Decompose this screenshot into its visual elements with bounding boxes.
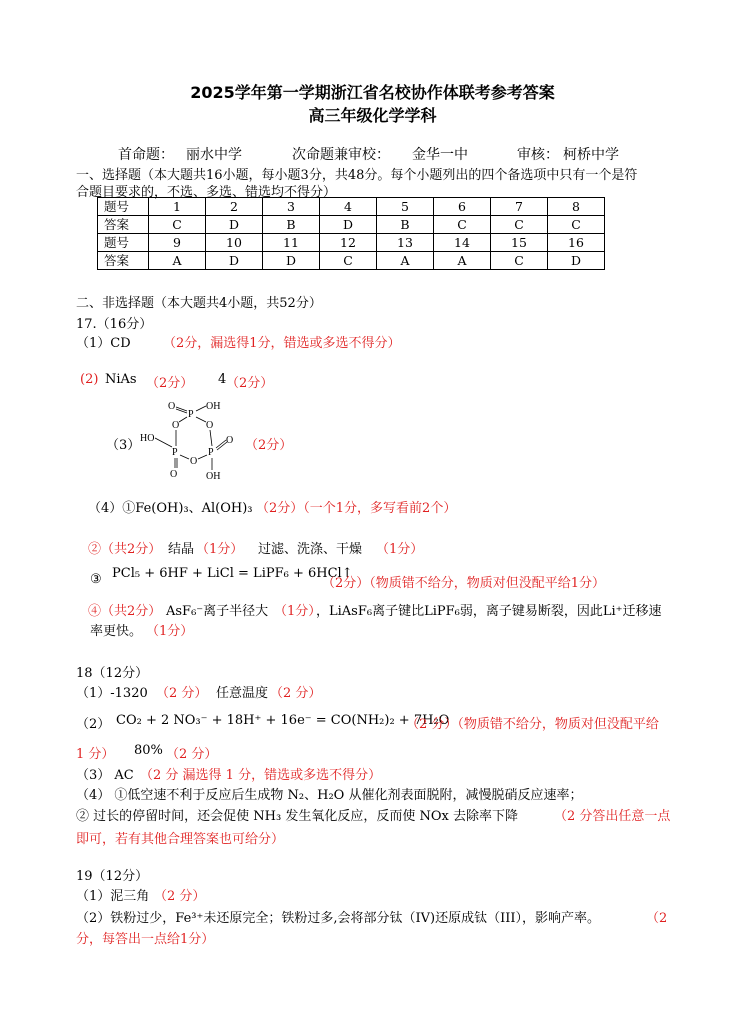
reviewer2-school: 柯桥中学 bbox=[563, 147, 619, 163]
mol-o4: O bbox=[190, 456, 198, 467]
answer-table-row-label: 题号 bbox=[98, 198, 149, 216]
mol-p2: P bbox=[172, 447, 178, 458]
answer-table-cell: C bbox=[491, 216, 548, 234]
answer-table-cell: 11 bbox=[263, 234, 320, 252]
q18-p4-scoring-cont: 即可，若有其他合理答案也可给分） bbox=[76, 832, 285, 847]
answer-table-cell: 8 bbox=[548, 198, 605, 216]
q17-p4c-scoring: （2分）（物质错不给分，物质对但没配平给1分） bbox=[322, 576, 606, 591]
q18-p4-scoring: （2 分答出任意一点 bbox=[554, 809, 671, 824]
answer-table-cell: D bbox=[206, 252, 263, 270]
mol-p3: P bbox=[208, 447, 214, 458]
q19-p2-score: （2 bbox=[646, 911, 668, 926]
mol-o2: O bbox=[172, 420, 180, 431]
answer-table-cell: 1 bbox=[149, 198, 206, 216]
section1-heading-line2: 合题目要求的，不选、多选、错选均不得分） bbox=[76, 185, 337, 200]
q19-p2-score-cont: 分，每答出一点给1分） bbox=[76, 932, 215, 947]
q17-p4d-score2: （1分） bbox=[146, 624, 194, 639]
answer-table-cell: 5 bbox=[377, 198, 434, 216]
answer-table-cell: D bbox=[206, 216, 263, 234]
answer-table-cell: B bbox=[377, 216, 434, 234]
answer-table-cell: B bbox=[263, 216, 320, 234]
q17-p2-score2: （2分） bbox=[226, 376, 274, 391]
answer-table-row-label: 答案 bbox=[98, 216, 149, 234]
q17-p3-score: （2分） bbox=[245, 438, 293, 453]
answer-table-cell: 9 bbox=[149, 234, 206, 252]
answer-table-cell: C bbox=[491, 252, 548, 270]
q18-p3-scoring: （2 分 漏选得 1 分，错选或多选不得分） bbox=[140, 768, 382, 783]
q18-p2-answer-b: 80% bbox=[134, 743, 163, 758]
q17-p4b-score-b: （1分） bbox=[376, 542, 424, 557]
q18-p4-line1: （4） ①低空速不利于反应后生成物 N₂、H₂O 从催化剂表面脱附，减慢脱硝反应速率； bbox=[76, 788, 583, 803]
answer-table-cell: C bbox=[548, 216, 605, 234]
q17-p4d-text3: 率更快。 bbox=[90, 624, 143, 639]
answer-table-cell: 7 bbox=[491, 198, 548, 216]
reviewer2-label: 审核： bbox=[517, 147, 559, 163]
q18-p2-label: （2） bbox=[76, 717, 111, 732]
answer-table-row-label: 题号 bbox=[98, 234, 149, 252]
q18-p2-equation: CO₂ + 2 NO₃⁻ + 18H⁺ + 16e⁻ = CO(NH₂)₂ + 7H₂O bbox=[116, 713, 450, 728]
page-subtitle: 高三年级化学学科 bbox=[308, 106, 437, 125]
answer-table-row bbox=[98, 216, 605, 234]
answer-table-row bbox=[98, 252, 605, 270]
q17-p4c-label: ③ bbox=[90, 572, 102, 587]
q18-p2-scoring: （2 分）（物质错不给分，物质对但没配平给 bbox=[406, 717, 659, 732]
q17-p4d-text1: AsF₆⁻离子半径大 bbox=[166, 604, 269, 619]
answer-table-cell: D bbox=[320, 216, 377, 234]
q19-p2-answer: （2）铁粉过少，Fe³⁺未还原完全；铁粉过多,会将部分钛（IV)还原成钛（III），影响产率。 bbox=[76, 911, 600, 926]
answer-table-cell: 14 bbox=[434, 234, 491, 252]
mol-o3: O bbox=[206, 420, 214, 431]
q17-p4c-equation: PCl₅ + 6HF + LiCl = LiPF₆ + 6HCl↑ bbox=[112, 566, 353, 581]
q17-p4-scoring: （2分）（一个1分，多写看前2个） bbox=[256, 501, 457, 516]
q17-p4b-answer-b: 过滤、洗涤、干燥 bbox=[258, 542, 363, 557]
q19-heading: 19（12分） bbox=[76, 869, 149, 884]
answer-table-cell: 12 bbox=[320, 234, 377, 252]
q17-p1-answer: （1）CD bbox=[76, 336, 131, 351]
mol-p1: P bbox=[188, 409, 194, 420]
q17-p2-score1: （2分） bbox=[146, 376, 194, 391]
section2-heading: 二、非选择题（本大题共4小题，共52分） bbox=[76, 296, 322, 311]
q18-p2-score-b: （2 分） bbox=[166, 747, 218, 762]
q17-p1-scoring: （2分，漏选得1分，错选或多选不得分） bbox=[163, 336, 401, 351]
q18-heading: 18（12分） bbox=[76, 666, 149, 681]
q18-p1-score-b: （2 分） bbox=[270, 686, 322, 701]
q17-p4d-text2: ，LiAsF₆离子键比LiPF₆弱，离子键易断裂，因此Li⁺迁移速 bbox=[316, 604, 662, 619]
section1-heading-line1: 一、选择题（本大题共16小题，每小题3分，共48分。每个小题列出的四个备选项中只有一个是符 bbox=[76, 168, 638, 183]
answer-table-cell: A bbox=[149, 252, 206, 270]
answer-table-row bbox=[98, 234, 605, 252]
q18-p1-answer: （1）-1320 bbox=[76, 686, 148, 701]
q19-p1-answer: （1）泥三角 bbox=[76, 889, 150, 904]
answer-table-cell: C bbox=[149, 216, 206, 234]
q17-p4-answer: （4）①Fe(OH)₃、Al(OH)₃ bbox=[88, 501, 253, 516]
q17-p4b-score: ②（共2分） bbox=[88, 542, 162, 557]
answer-table-cell: 13 bbox=[377, 234, 434, 252]
mol-ho: HO bbox=[140, 433, 155, 444]
answer-table-cell: C bbox=[434, 216, 491, 234]
mol-o1: O bbox=[168, 401, 176, 412]
q17-p2-value2: 4 bbox=[218, 372, 227, 387]
mol-o5: O bbox=[226, 435, 234, 446]
q17-p2-label: (2) bbox=[80, 372, 99, 387]
answer-table-cell: 3 bbox=[263, 198, 320, 216]
answer-table-cell: 15 bbox=[491, 234, 548, 252]
answer-table-row bbox=[98, 198, 605, 216]
answer-table-cell: D bbox=[548, 252, 605, 270]
q17-p2-answer: NiAs bbox=[105, 372, 137, 387]
answer-table-cell: C bbox=[320, 252, 377, 270]
reviewer1-school: 金华一中 bbox=[412, 147, 468, 163]
q18-p1-answer-b: 任意温度 bbox=[216, 686, 269, 701]
mol-oh1: OH bbox=[206, 401, 221, 412]
q18-p1-score: （2 分） bbox=[156, 686, 208, 701]
page-title: 2025学年第一学期浙江省名校协作体联考参考答案 bbox=[190, 83, 555, 102]
q19-p1-score: （2 分） bbox=[154, 889, 206, 904]
q18-p3-answer: （3） AC bbox=[76, 768, 134, 783]
answer-table-cell: A bbox=[377, 252, 434, 270]
mol-o6: O bbox=[170, 469, 178, 480]
answer-table bbox=[97, 197, 605, 270]
setter-school: 丽水中学 bbox=[186, 147, 242, 163]
q17-p3-label: （3） bbox=[106, 438, 141, 453]
q17-heading: 17.（16分） bbox=[76, 317, 153, 332]
q17-p4d-score1: （1分） bbox=[274, 604, 322, 619]
q18-p4-line2: ② 过长的停留时间，还会促使 NH₃ 发生氧化反应，反而使 NOx 去除率下降 bbox=[76, 809, 518, 824]
q17-p4b-score-a: （1分） bbox=[196, 542, 244, 557]
q18-p2-scoring-cont: 1 分） bbox=[76, 747, 115, 762]
answer-table-cell: 6 bbox=[434, 198, 491, 216]
cyclic-metaphosphoric-acid-structure bbox=[140, 397, 240, 487]
answer-table-row-label: 答案 bbox=[98, 252, 149, 270]
q17-p4d-score: ④（共2分） bbox=[88, 604, 162, 619]
setter-label: 首命题： bbox=[118, 147, 174, 163]
reviewer1-label: 次命题兼审校： bbox=[292, 147, 390, 163]
answer-table-cell: D bbox=[263, 252, 320, 270]
q17-p4b-answer-a: 结晶 bbox=[168, 542, 195, 557]
answer-table-cell: 4 bbox=[320, 198, 377, 216]
answer-table-cell: 10 bbox=[206, 234, 263, 252]
mol-oh2: OH bbox=[206, 471, 221, 482]
answer-table-cell: A bbox=[434, 252, 491, 270]
answer-table-cell: 16 bbox=[548, 234, 605, 252]
answer-table-cell: 2 bbox=[206, 198, 263, 216]
